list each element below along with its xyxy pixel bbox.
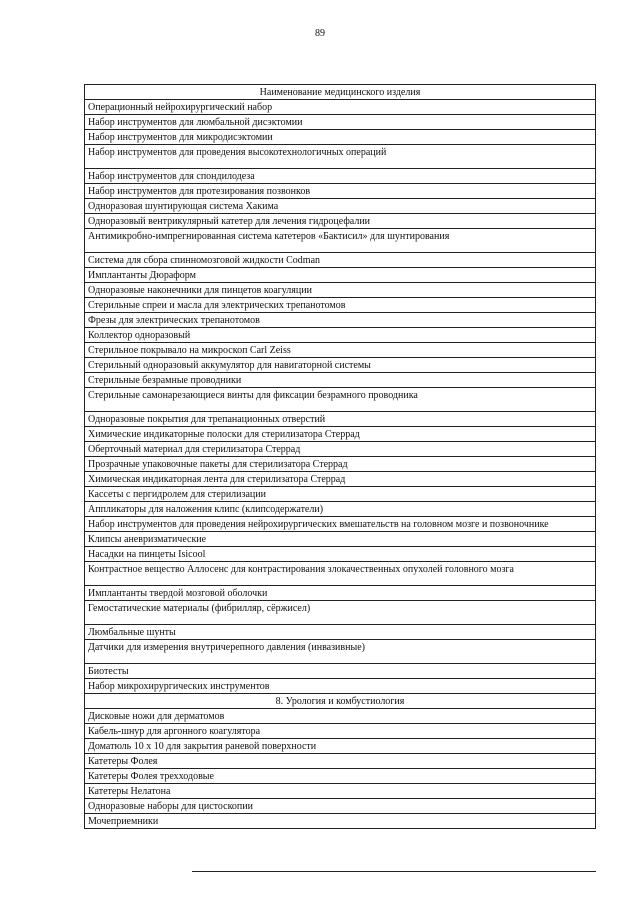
table-row: [85, 724, 596, 739]
device-name-cell: Аппликаторы для наложения клипс (клипсодержатели): [85, 502, 596, 517]
device-name-cell: Система для сбора спинномозговой жидкости Codman: [85, 253, 596, 268]
table-row: [85, 328, 596, 343]
table-row: [85, 472, 596, 487]
table-row: [85, 562, 596, 586]
device-name-cell: Стерильные спреи и масла для электрических трепанотомов: [85, 298, 596, 313]
table-row: [85, 517, 596, 532]
device-name-cell: Насадки на пинцеты Isicool: [85, 547, 596, 562]
device-name-cell: Антимикробно-импрегнированная система катетеров «Бактисил» для шунтирования: [85, 229, 596, 253]
table-row: [85, 784, 596, 799]
table-header-row: [85, 85, 596, 100]
table-row: [85, 268, 596, 283]
table-row: [85, 412, 596, 427]
device-name-cell: Оберточный материал для стерилизатора Стеррад: [85, 442, 596, 457]
table-header-device-name: Наименование медицинского изделия: [85, 85, 596, 100]
device-name-cell: Фрезы для электрических трепанотомов: [85, 313, 596, 328]
page-number: 89: [315, 28, 325, 39]
device-name-cell: Набор микрохирургических инструментов: [85, 679, 596, 694]
table-row: [85, 640, 596, 664]
table-row: [85, 625, 596, 640]
table-row: [85, 679, 596, 694]
device-name-cell: Дисковые ножи для дерматомов: [85, 709, 596, 724]
device-name-cell: Одноразовые наборы для цистоскопии: [85, 799, 596, 814]
table-row: [85, 214, 596, 229]
footer-rule: [192, 871, 596, 872]
device-name-cell: Операционный нейрохирургический набор: [85, 100, 596, 115]
table-row: [85, 427, 596, 442]
table-row: [85, 547, 596, 562]
table-row: [85, 130, 596, 145]
table-row: [85, 502, 596, 517]
table-row: [85, 586, 596, 601]
table-row: [85, 358, 596, 373]
device-name-cell: Одноразовые покрытия для трепанационных отверстий: [85, 412, 596, 427]
device-name-cell: Прозрачные упаковочные пакеты для стерилизатора Стеррад: [85, 457, 596, 472]
table-row: [85, 769, 596, 784]
table-row: [85, 457, 596, 472]
device-name-cell: Катетеры Фолея трехходовые: [85, 769, 596, 784]
device-name-cell: Стерильное покрывало на микроскоп Carl Zeiss: [85, 343, 596, 358]
table-row: [85, 754, 596, 769]
device-name-cell: Набор инструментов для микродисэктомии: [85, 130, 596, 145]
table-row: [85, 169, 596, 184]
device-name-cell: Кассеты с пергидролем для стерилизации: [85, 487, 596, 502]
table-row: [85, 115, 596, 130]
device-name-cell: Имплантанты твердой мозговой оболочки: [85, 586, 596, 601]
device-name-cell: Химические индикаторные полоски для стерилизатора Стеррад: [85, 427, 596, 442]
device-name-cell: Набор инструментов для люмбальной дисэктомии: [85, 115, 596, 130]
device-name-cell: Биотесты: [85, 664, 596, 679]
table-row: [85, 373, 596, 388]
device-name-cell: Катетеры Нелатона: [85, 784, 596, 799]
section-header-row: [85, 694, 596, 709]
table-body: [85, 100, 596, 829]
table-row: [85, 184, 596, 199]
device-name-cell: Коллектор одноразовый: [85, 328, 596, 343]
device-name-cell: Гемостатические материалы (фибрилляр, сёржисел): [85, 601, 596, 625]
device-name-cell: Набор инструментов для спондилодеза: [85, 169, 596, 184]
table-row: [85, 532, 596, 547]
medical-devices-table: [84, 84, 596, 829]
table-row: [85, 283, 596, 298]
device-name-cell: Люмбальные шунты: [85, 625, 596, 640]
device-name-cell: Кабель-шнур для аргонного коагулятора: [85, 724, 596, 739]
device-name-cell: Стерильные самонарезающиеся винты для фиксации безрамного проводника: [85, 388, 596, 412]
table-row: [85, 739, 596, 754]
section-header-cell: 8. Урология и комбустиология: [85, 694, 596, 709]
device-name-cell: Набор инструментов для протезирования позвонков: [85, 184, 596, 199]
table-row: [85, 100, 596, 115]
table-row: [85, 664, 596, 679]
device-name-cell: Контрастное вещество Аллосенс для контрастирования злокачественных опухолей головного мозга: [85, 562, 596, 586]
table-row: [85, 313, 596, 328]
device-name-cell: Клипсы аневризматические: [85, 532, 596, 547]
device-name-cell: Набор инструментов для проведения высокотехнологичных операций: [85, 145, 596, 169]
table-row: [85, 253, 596, 268]
device-name-cell: Катетеры Фолея: [85, 754, 596, 769]
table-row: [85, 601, 596, 625]
device-name-cell: Химическая индикаторная лента для стерилизатора Стеррад: [85, 472, 596, 487]
device-name-cell: Одноразовая шунтирующая система Хакима: [85, 199, 596, 214]
device-name-cell: Стерильные безрамные проводники: [85, 373, 596, 388]
table-row: [85, 709, 596, 724]
device-name-cell: Имплантанты Дюраформ: [85, 268, 596, 283]
table-row: [85, 814, 596, 829]
table-row: [85, 487, 596, 502]
device-name-cell: Мочеприемники: [85, 814, 596, 829]
table-row: [85, 145, 596, 169]
device-name-cell: Набор инструментов для проведения нейрохирургических вмешательств на головном мозге и позвоночнике: [85, 517, 596, 532]
table-row: [85, 298, 596, 313]
table-row: [85, 199, 596, 214]
device-name-cell: Доматюль 10 х 10 для закрытия раневой поверхности: [85, 739, 596, 754]
table-row: [85, 343, 596, 358]
device-name-cell: Одноразовые наконечники для пинцетов коагуляции: [85, 283, 596, 298]
table-row: [85, 799, 596, 814]
table-row: [85, 229, 596, 253]
device-name-cell: Одноразовый вентрикулярный катетер для лечения гидроцефалии: [85, 214, 596, 229]
table-row: [85, 442, 596, 457]
device-name-cell: Датчики для измерения внутричерепного давления (инвазивные): [85, 640, 596, 664]
table-row: [85, 388, 596, 412]
device-name-cell: Стерильный одноразовый аккумулятор для навигаторной системы: [85, 358, 596, 373]
